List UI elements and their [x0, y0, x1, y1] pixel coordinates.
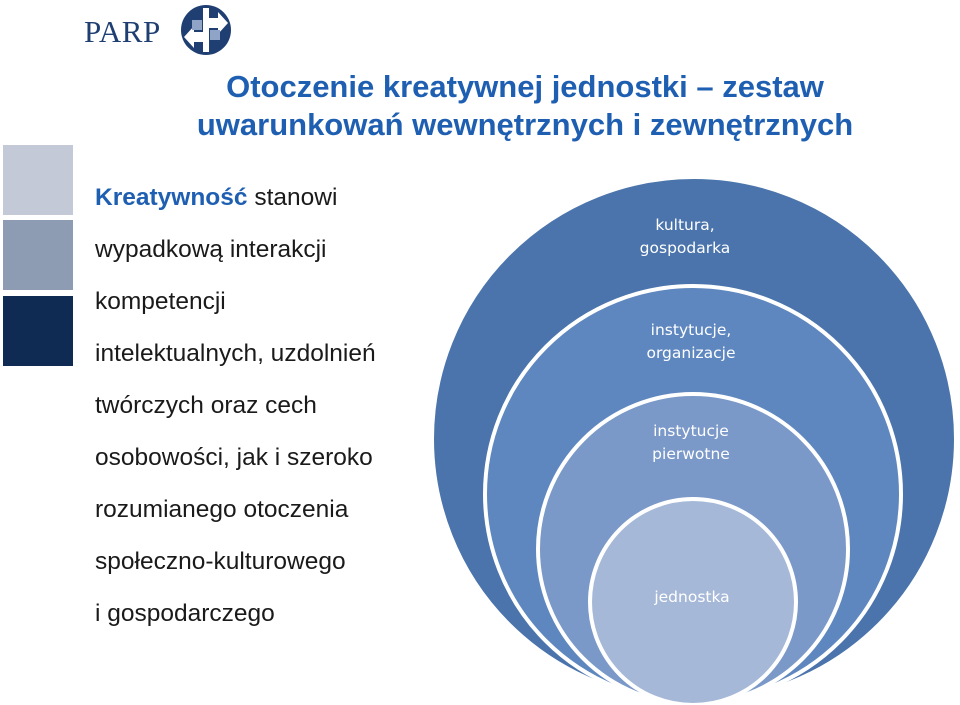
title-line-2: uwarunkowań wewnętrznych i zewnętrznych [196, 107, 854, 142]
body-line-5: twórczych oraz cech [95, 392, 317, 419]
ring-culture-economy-label-1: kultura, [655, 216, 715, 234]
body-line-1 [95, 172, 435, 224]
ring-institutions-organizations-label-1: instytucje, [650, 321, 732, 339]
body-line-9: i gospodarczego [95, 600, 275, 627]
ring-individual-label: jednostka [654, 588, 730, 606]
lead-word: Kreatywność [95, 184, 248, 211]
decor-square-mid [3, 220, 73, 290]
ring-primary-institutions-label-1: instytucje [653, 422, 729, 440]
slide-title [100, 68, 950, 144]
body-line-8: społeczno-kulturowego [95, 548, 346, 575]
nested-circles-diagram [430, 172, 960, 705]
body-line-3: kompetencji [95, 288, 226, 315]
body-line-2: wypadkową interakcji [95, 236, 327, 263]
decor-square-dark [3, 296, 73, 366]
logo-text: PARP [84, 14, 161, 49]
body-line-7: rozumianego otoczenia [95, 496, 349, 523]
ring-institutions-organizations-label-2: organizacje [646, 344, 736, 362]
parp-logo [84, 4, 244, 56]
parp-logo-icon [180, 4, 232, 56]
ring-primary-institutions-label-2: pierwotne [652, 445, 730, 463]
body-line-1-rest: stanowi [254, 184, 338, 211]
ring-culture-economy-label-2: gospodarka [639, 239, 731, 257]
body-line-6: osobowości, jak i szeroko [95, 444, 373, 471]
body-text [95, 172, 435, 640]
body-line-4: intelektualnych, uzdolnień [95, 340, 376, 367]
decor-square-light [3, 145, 73, 215]
title-line-1: Otoczenie kreatywnej jednostki – zestaw [226, 69, 824, 104]
